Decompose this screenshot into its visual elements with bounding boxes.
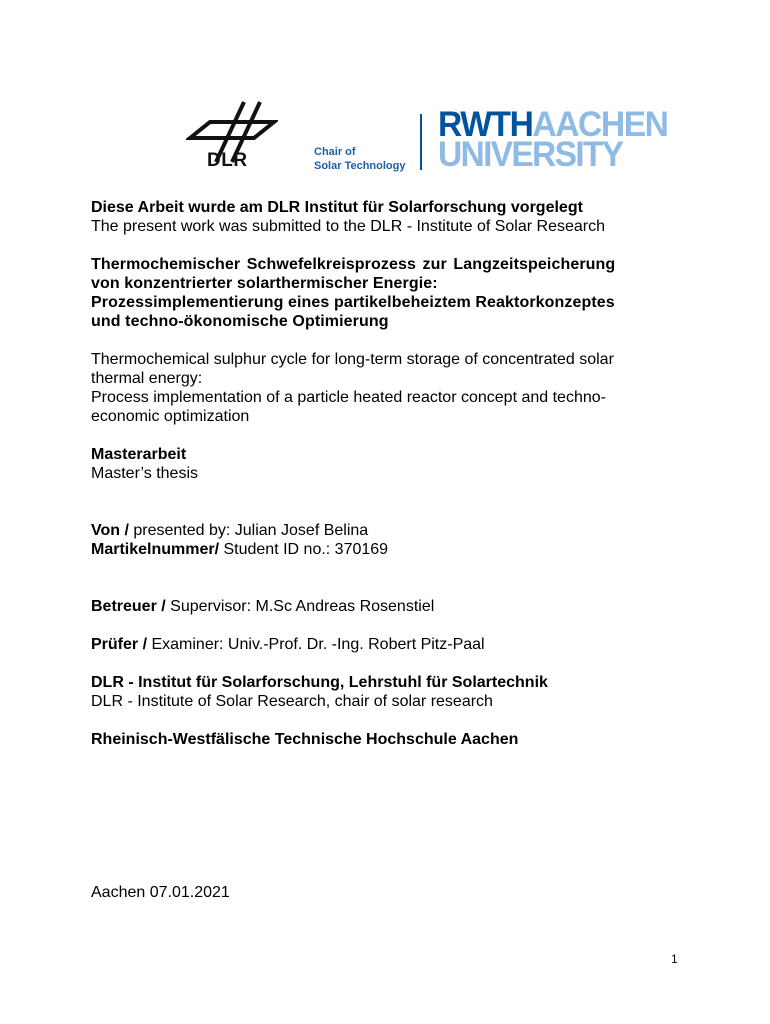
dlr-logo-text: DLR <box>207 150 248 171</box>
chair-line-1: Chair of <box>314 146 356 158</box>
rwth-logo-part1: RWTH <box>438 105 533 144</box>
thesis-type-english: Master’s thesis <box>91 465 198 482</box>
university-name: Rheinisch-Westfälische Technische Hochschule Aachen <box>91 731 519 748</box>
supervisor-label: Betreuer / <box>91 598 166 615</box>
examiner-line <box>91 635 681 654</box>
examiner-label: Prüfer / <box>91 636 148 653</box>
title-english-line-4: economic optimization <box>91 408 250 425</box>
supervisor-value: Supervisor: M.Sc Andreas Rosenstiel <box>165 598 435 615</box>
submission-english: The present work was submitted to the DLR - Institute of Solar Research <box>91 218 606 235</box>
title-english-line-2: thermal energy: <box>91 370 203 387</box>
title-english <box>91 350 681 426</box>
examiner-value: Examiner: Univ.-Prof. Dr. -Ing. Robert Pitz-Paal <box>147 636 485 653</box>
rwth-logo <box>438 105 668 174</box>
rwth-logo-part3: UNIVERSITY <box>438 135 623 174</box>
institute-german: DLR - Institut für Solarforschung, Lehrstuhl für Solartechnik <box>91 674 548 691</box>
title-german-line-1: Thermochemischer Schwefelkreisprozess zur Langzeitspeicherung <box>91 256 616 273</box>
institute-english: DLR - Institute of Solar Research, chair of solar research <box>91 693 493 710</box>
logo-divider <box>420 114 422 170</box>
page-number: 1 <box>671 952 678 966</box>
author-label: Von / <box>91 522 129 539</box>
title-german <box>91 255 681 331</box>
thesis-type-german: Masterarbeit <box>91 446 187 463</box>
student-id-line <box>91 540 681 559</box>
title-english-line-1: Thermochemical sulphur cycle for long-term storage of concentrated solar <box>91 351 614 368</box>
title-german-line-4: und techno-ökonomische Optimierung <box>91 313 389 330</box>
student-id-label: Martikelnummer/ <box>91 541 220 558</box>
title-english-line-3: Process implementation of a particle heated reactor concept and techno- <box>91 389 606 406</box>
place-date: Aachen 07.01.2021 <box>91 884 230 901</box>
title-german-line-3: Prozessimplementierung eines partikelbeheiztem Reaktorkonzeptes <box>91 294 615 311</box>
chair-label <box>314 145 405 173</box>
student-id-value: Student ID no.: 370169 <box>219 541 389 558</box>
author-value: presented by: Julian Josef Belina <box>128 522 369 539</box>
logo-header <box>0 0 770 190</box>
chair-line-2: Solar Technology <box>314 160 406 172</box>
title-page-content <box>91 198 681 749</box>
author-line <box>91 521 681 540</box>
submission-german: Diese Arbeit wurde am DLR Institut für Solarforschung vorgelegt <box>91 199 583 216</box>
title-german-line-2: von konzentrierter solarthermischer Energie: <box>91 275 438 292</box>
rwth-logo-part2: AACHEN <box>532 105 668 144</box>
supervisor-line <box>91 597 681 616</box>
